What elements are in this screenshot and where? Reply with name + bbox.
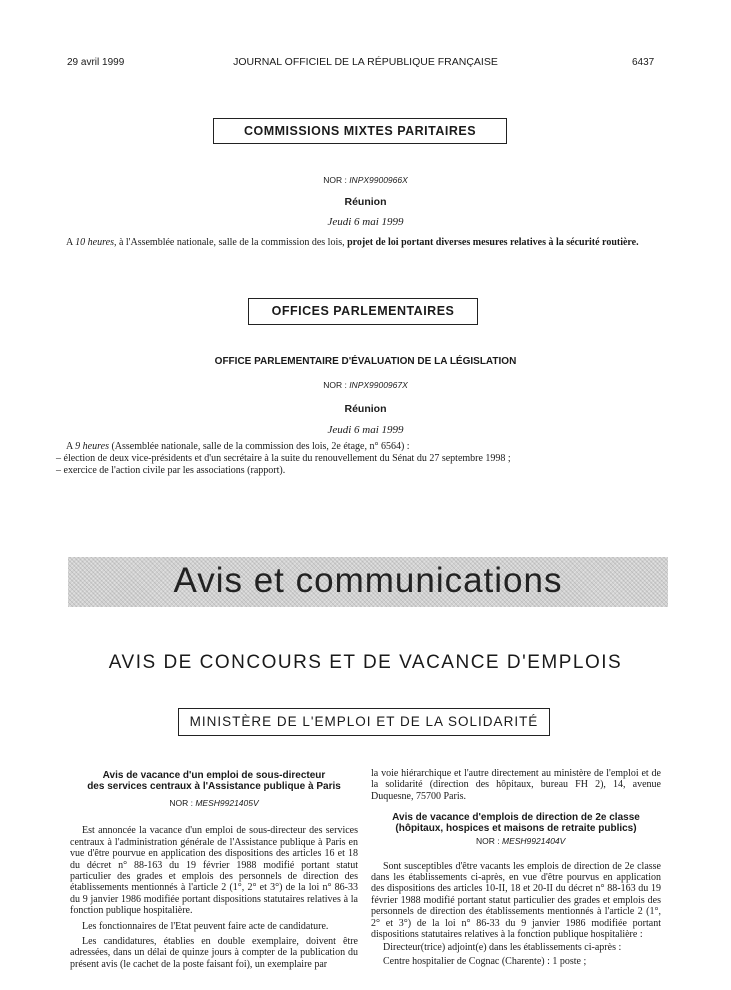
left-notice-paragraph: Est annoncée la vacance d'un emploi de sous-directeur des services centraux à l'administration générale de l'Assistance publique à Paris en vue d'être pourvue en application des dispositions des articles 16 et 18 du décret n° 88-163 du 19 février 1988 modifié portant statut particulier des grades et emplois des personnels de direction des établissements mentionnés à l'article 2 (1°, 2° et 3°) de la loi n° 86-33 du 9 janvier 1986 modifiée portant dispositions statutaires relatives à la fonction publique hospitalière. bbox=[70, 825, 358, 917]
offices-agenda-item: – exercice de l'action civile par les associations (rapport). bbox=[56, 465, 286, 476]
commissions-meeting-date: Jeudi 6 mai 1999 bbox=[327, 216, 404, 228]
nor-value: MESH9921405V bbox=[195, 798, 259, 808]
offices-section-title: OFFICES PARLEMENTAIRES bbox=[248, 298, 478, 325]
banner-title: Avis et communications bbox=[173, 561, 563, 600]
right-continuation-paragraph: la voie hiérarchique et l'autre directement au ministère de l'emploi et de la solidarité (direction des hôpitaux, bureau FH 2), 14, avenue Duquesne, 75700 Paris. bbox=[371, 768, 661, 802]
nor-label: NOR : bbox=[476, 836, 500, 847]
right-notice-paragraph: Directeur(trice) adjoint(e) dans les établissements ci-après : bbox=[383, 942, 622, 954]
right-notice-paragraph: Centre hospitalier de Cognac (Charente) : 1 poste ; bbox=[383, 955, 587, 967]
left-notice-nor bbox=[70, 798, 358, 809]
header-date: 29 avril 1999 bbox=[67, 57, 125, 68]
commissions-meeting-heading: Réunion bbox=[344, 196, 387, 208]
header-page-number: 6437 bbox=[632, 57, 655, 68]
right-notice-nor bbox=[371, 836, 661, 847]
offices-agenda-item: – élection de deux vice-présidents et d'un secrétaire à la suite du renouvellement du Sénat du 27 septembre 1998 ; bbox=[56, 453, 511, 464]
left-notice-paragraph: Les candidatures, établies en double exemplaire, doivent être adressées, dans un délai de quinze jours à compter de la publication du présent avis (le cachet de la poste faisant foi), un exemplaire par bbox=[70, 936, 358, 970]
offices-meeting-text: A 9 heures (Assemblée nationale, salle de la commission des lois, 2e étage, n° 6564) : bbox=[66, 441, 410, 452]
nor-value: INPX9900967X bbox=[349, 380, 408, 390]
offices-meeting-heading: Réunion bbox=[344, 403, 387, 415]
nor-label: NOR : bbox=[323, 175, 347, 185]
left-column bbox=[70, 770, 358, 970]
nor-value: INPX9900966X bbox=[349, 175, 408, 185]
commissions-meeting-text: A 10 heures, à l'Assemblée nationale, salle de la commission des lois, projet de loi portant diverses mesures relatives à la sécurité routière. bbox=[66, 237, 639, 248]
concours-section-title: AVIS DE CONCOURS ET DE VACANCE D'EMPLOIS bbox=[108, 652, 623, 673]
header-journal-title: JOURNAL OFFICIEL DE LA RÉPUBLIQUE FRANÇAISE bbox=[233, 56, 498, 68]
commissions-nor bbox=[0, 175, 731, 185]
offices-subtitle: OFFICE PARLEMENTAIRE D'ÉVALUATION DE LA LÉGISLATION bbox=[214, 356, 517, 367]
ministry-title: MINISTÈRE DE L'EMPLOI ET DE LA SOLIDARITÉ bbox=[178, 708, 550, 736]
left-notice-paragraph: Les fonctionnaires de l'Etat peuvent faire acte de candidature. bbox=[82, 920, 329, 932]
right-notice-title: Avis de vacance d'emplois de direction de 2e classe (hôpitaux, hospices et maisons de retraite publics) bbox=[392, 812, 640, 835]
commissions-section-title: COMMISSIONS MIXTES PARITAIRES bbox=[213, 118, 507, 144]
right-notice-paragraph: Sont susceptibles d'être vacants les emplois de direction de 2e classe dans les établissements ci-après, en vue d'être pourvus en application des dispositions des articles 10-II, 18 et 20-II du décret n° 88-163 du 19 février 1988 modifié portant statut particulier des grades et emplois des personnels de direction des établissements mentionnés à l'article 2 (1°, 2° et 3°) de la loi n° 86-33 du 9 janvier 1986 modifiée portant dispositions statutaires relatives à la fonction publique hospitalière : bbox=[371, 860, 661, 941]
offices-nor bbox=[0, 380, 731, 390]
left-notice-title: Avis de vacance d'un emploi de sous-directeur des services centraux à l'Assistance publique à Paris bbox=[87, 770, 341, 792]
nor-label: NOR : bbox=[169, 798, 193, 808]
nor-label: NOR : bbox=[323, 380, 347, 390]
offices-meeting-date: Jeudi 6 mai 1999 bbox=[327, 424, 404, 436]
right-column bbox=[371, 768, 661, 967]
nor-value: MESH9921404V bbox=[502, 836, 566, 847]
